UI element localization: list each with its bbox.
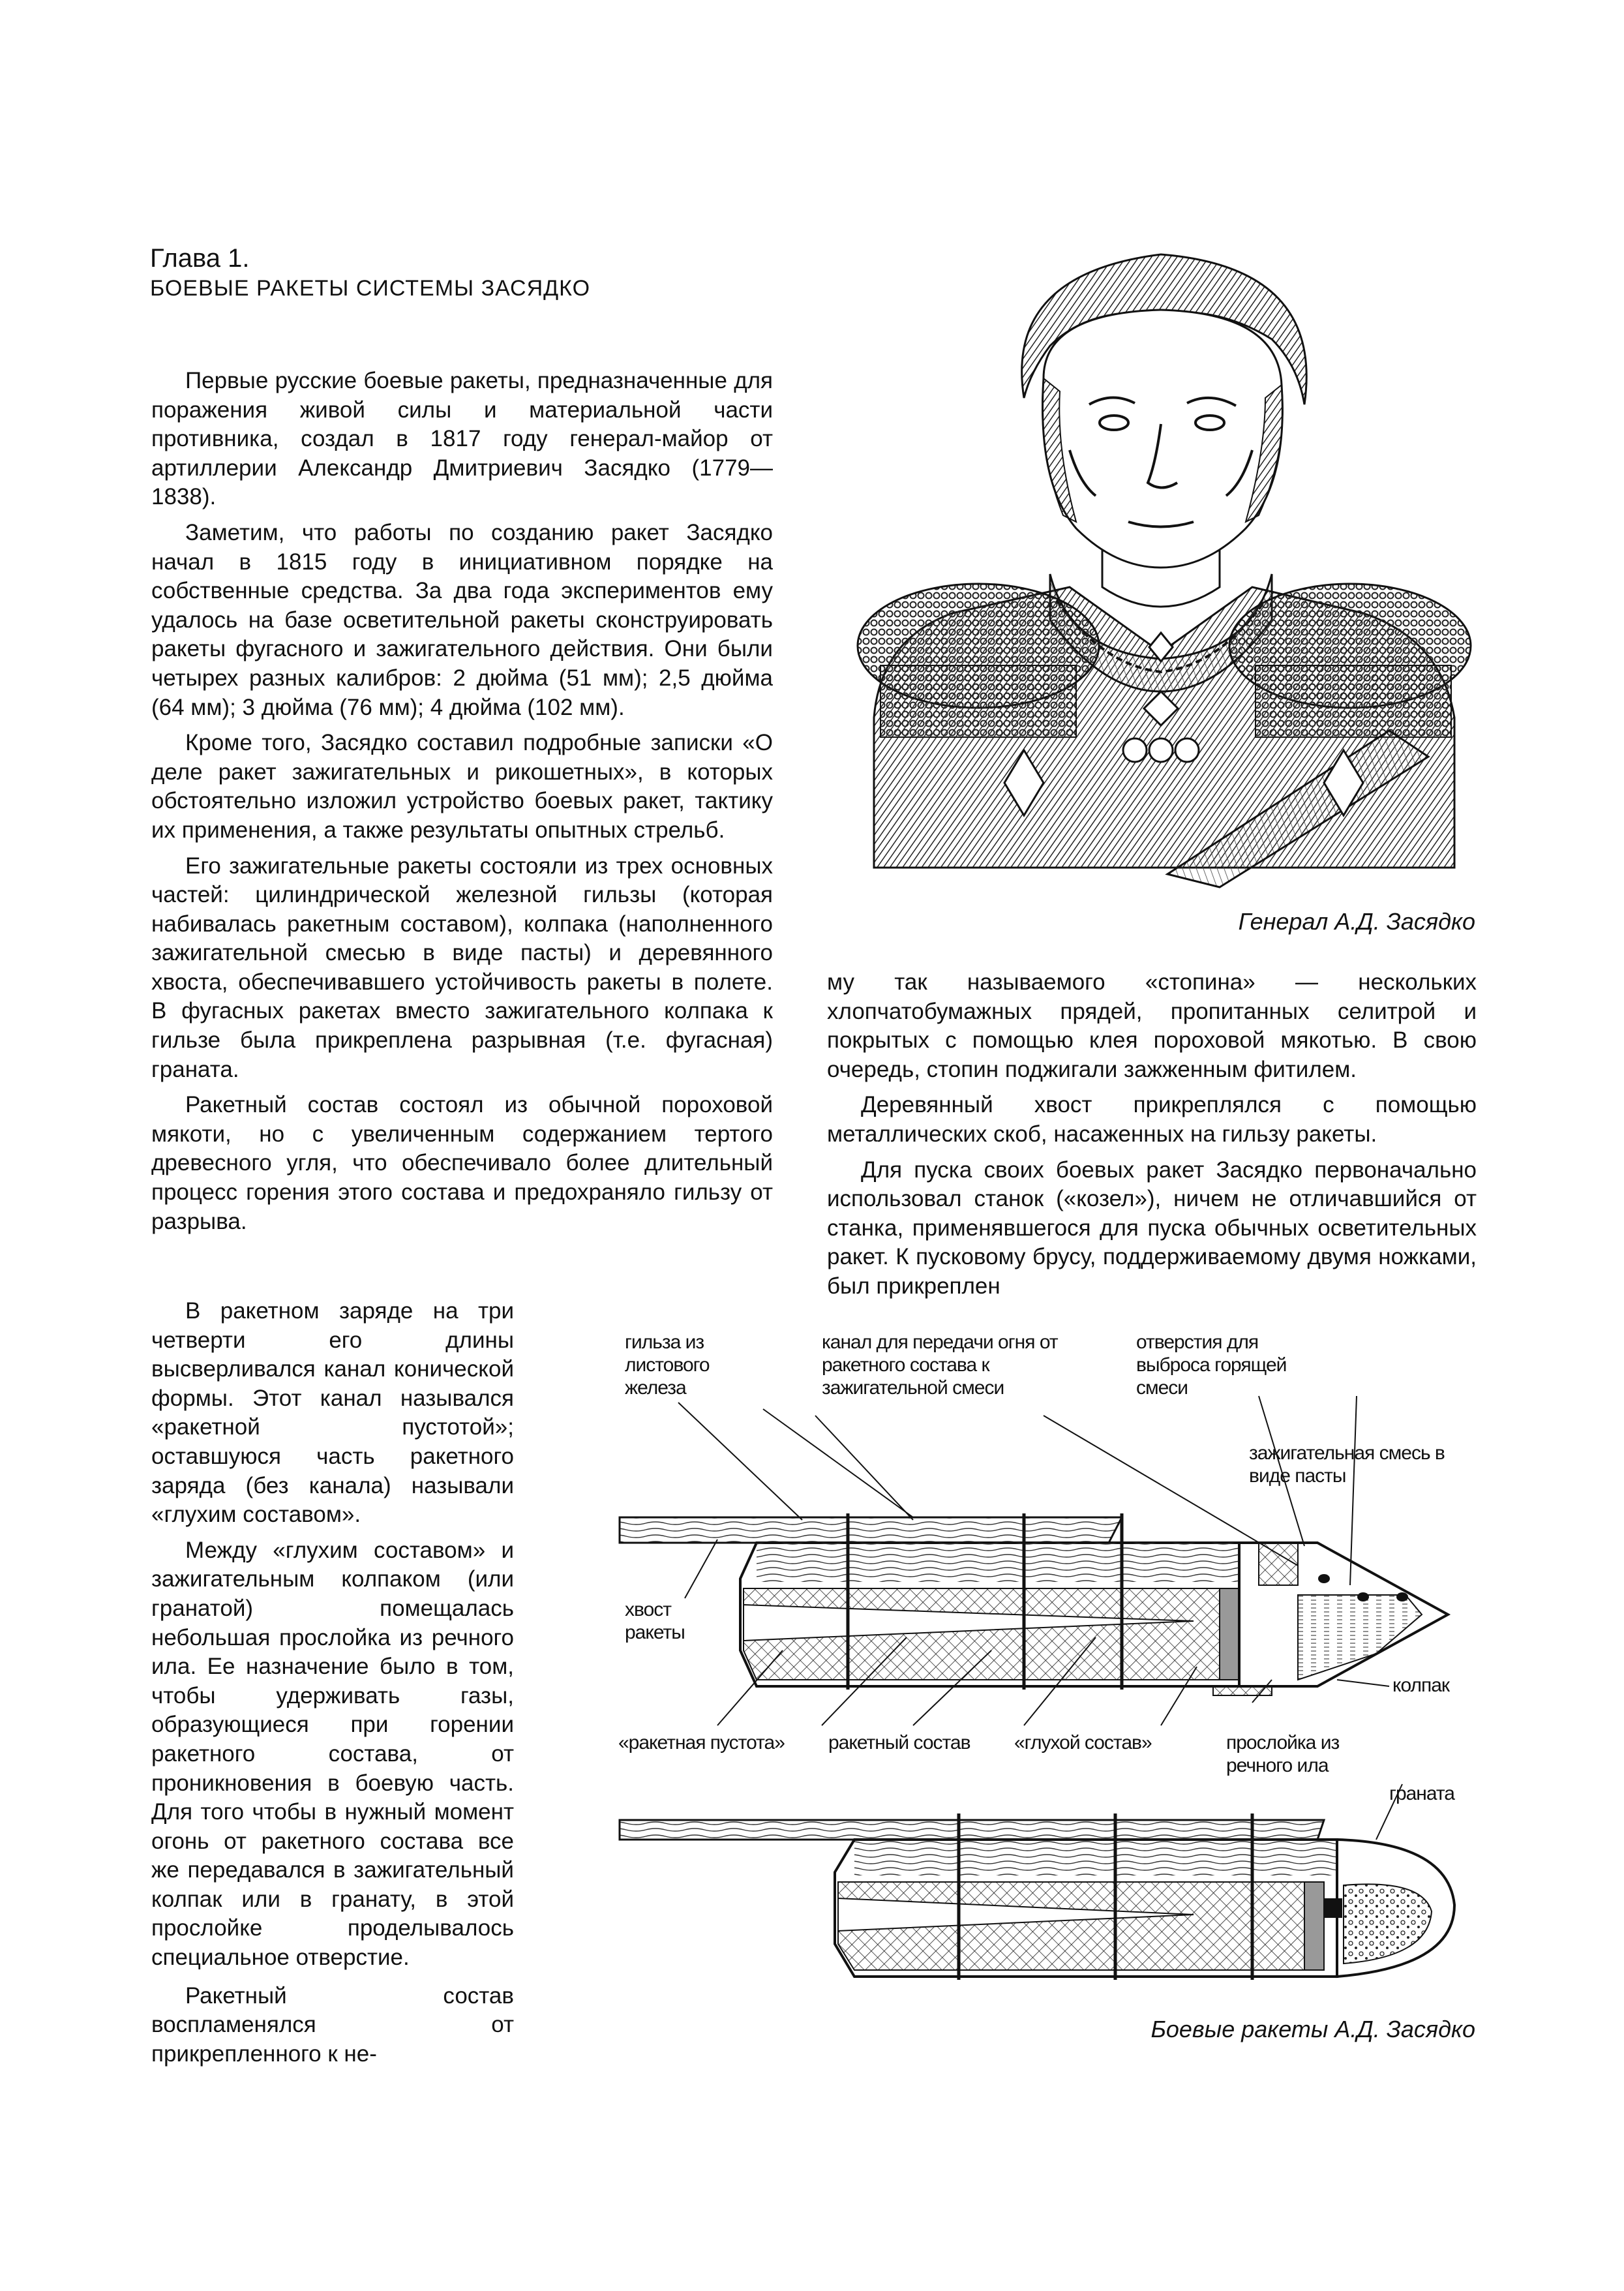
portrait-engraving	[854, 235, 1474, 894]
label-grenade: граната	[1389, 1783, 1454, 1804]
label-tail: хвост ракеты	[625, 1599, 685, 1643]
label-casing: гильза из листового железа	[625, 1331, 710, 1399]
chapter-title: БОЕВЫЕ РАКЕТЫ СИСТЕМЫ ЗАСЯДКО	[150, 276, 591, 301]
diagram-caption: Боевые ракеты А.Д. Засядко	[1150, 2016, 1475, 2042]
portrait-figure	[854, 235, 1474, 894]
chapter-heading	[150, 243, 737, 303]
narrow-column	[151, 1297, 514, 2069]
paragraph: Для пуска своих боевых ракет Засядко первоначально использовал станок («козел»), ничем не отличавшийся от станка, применявшегося для пуска обычных осветительных ракет. К пусковому брусу, поддерживаемому двумя ножками, был прикреплен	[827, 1157, 1477, 1299]
paragraph: Первые русские боевые ракеты, предназначенные для поражения живой силы и материальной части противника, создал в 1817 году генерал-майор от артиллерии Александр Дмитриевич Засядко (1779—1838).	[151, 368, 773, 510]
left-column	[151, 367, 773, 1236]
label-composition: ракетный состав	[828, 1732, 970, 1753]
paragraph: В ракетном заряде на три четверти его длины высверливался канал конической формы. Этот канал назывался «ракетной пустотой»; оставшуюся часть ракетного заряда (без канала) называли «глухим составом».	[151, 1298, 514, 1528]
portrait-caption: Генерал А.Д. Засядко	[1238, 908, 1475, 935]
paragraph: Кроме того, Засядко составил подробные записки «О деле ракет зажигательных и рикошетных», в которых обстоятельно изложил устройство боевых ракет, тактику их применения, а также результаты опытных стрельб.	[151, 730, 773, 843]
high-explosive-rocket	[620, 1784, 1454, 1980]
label-void: «ракетная пустота»	[618, 1732, 785, 1753]
chapter-number: Глава 1.	[150, 244, 250, 273]
paragraph: му так называемого «стопина» — нескольких хлопчатобумажных прядей, пропитанных селитрой и покрытых с помощью клея пороховой мякотью. В свою очередь, стопин поджигали зажженным фитилем.	[827, 969, 1477, 1082]
label-solid: «глухой состав»	[1014, 1732, 1152, 1753]
paragraph: Заметим, что работы по созданию ракет Засядко начал в 1815 году в инициативном порядке на собственные средства. За два года экспериментов ему удалось на базе осветительной ракеты сконструировать ракеты фугасного и зажигательного действия. Они были четырех разных калибров: 2 дюйма (51 мм); 2,5 дюйма (64 мм); 3 дюйма (76 мм); 4 дюйма (102 мм).	[151, 519, 773, 720]
label-cap: колпак	[1392, 1675, 1450, 1696]
paragraph: Ракетный состав состоял из обычной пороховой мякоти, но с увеличенным содержанием тертого древесного угля, что обеспечивало более длительный процесс горения этого состава и предохраняло гильзу от разрыва.	[151, 1092, 773, 1234]
rocket-diagram-svg	[607, 1324, 1481, 1996]
label-silt: прослойка из речного ила	[1226, 1732, 1340, 1776]
right-column	[827, 968, 1477, 1301]
paragraph: Ракетный состав воспламенялся от прикрепленного к не-	[151, 1982, 514, 2067]
paragraph: Деревянный хвост прикреплялся с помощью металлических скоб, насаженных на гильзу ракеты.	[827, 1092, 1477, 1147]
label-channel: канал для передачи огня от ракетного состава к зажигательной смеси	[822, 1331, 1058, 1399]
label-paste: зажигательная смесь в виде пасты	[1249, 1442, 1445, 1487]
paragraph: Его зажигательные ракеты состояли из трех основных частей: цилиндрической железной гильзы (которая набивалась ракетным составом), колпака (наполненного зажигательной смесью в виде пасты) и деревянного хвоста, обеспечивавшего устойчивость ракеты в полете. В фугасных ракетах вместо зажигательного колпака к гильзе была прикреплена разрывная (т.е. фугасная) граната.	[151, 853, 773, 1082]
rocket-diagram	[607, 1324, 1481, 1996]
incendiary-rocket	[620, 1513, 1448, 1695]
paragraph: Между «глухим составом» и зажигательным колпаком (или гранатой) помещалась небольшая прослойка из речного ила. Ее назначение было в том, чтобы удерживать газы, образующиеся при горении ракетного состава, от проникновения в боевую часть. Для того чтобы в нужный момент огонь от ракетного состава все же передавался в зажигательный колпак или в гранату, в этой прослойке проделывалось специальное отверстие.	[151, 1537, 514, 1971]
label-holes: отверстия для выброса горящей смеси	[1136, 1331, 1287, 1399]
